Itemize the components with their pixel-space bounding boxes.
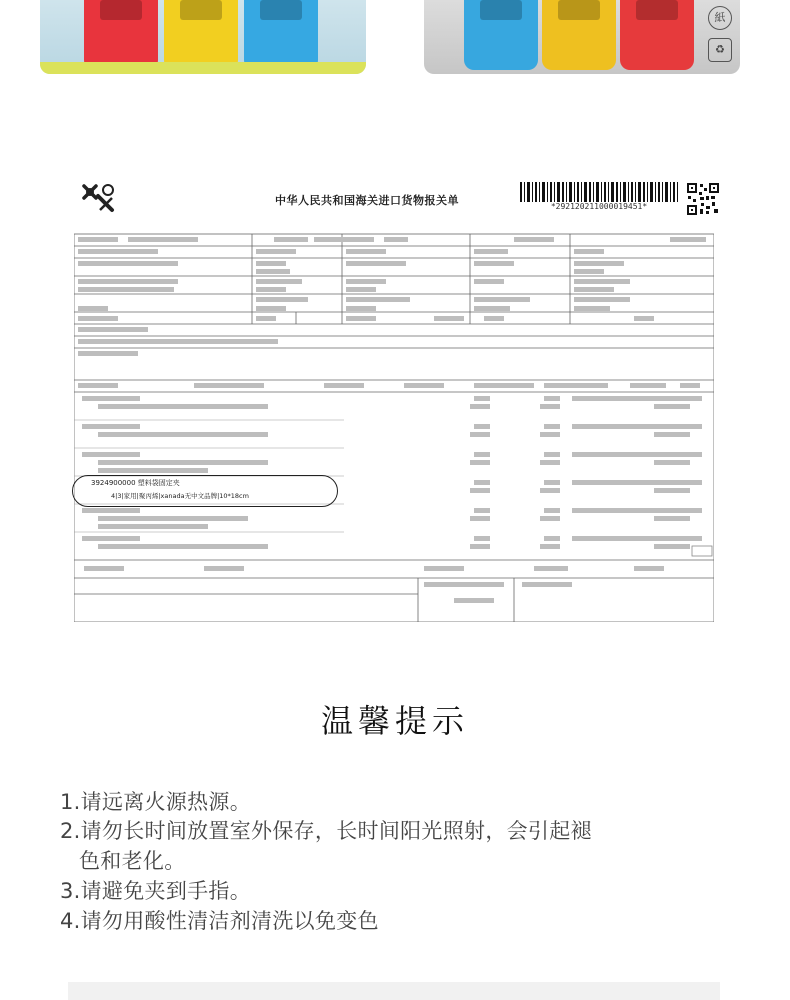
paper-seal-icon: 紙 (708, 6, 732, 30)
red-clip (84, 0, 158, 70)
circled-entry-code: 3924900000 塑料袋固定夹 (91, 479, 180, 487)
yellow-clip (542, 0, 616, 70)
tip-item-continued: 色和老化。 (79, 849, 186, 873)
bottom-panel (68, 982, 720, 1000)
recycle-seal-icon: ♻ (708, 38, 732, 62)
document-title: 中华人民共和国海关进口货物报关单 (275, 194, 459, 207)
barcode-number: *292120211000019451* (550, 202, 648, 211)
tip-item: 1.请远离火源热源。 (60, 790, 252, 814)
red-clip (620, 0, 694, 70)
circled-product-entry (72, 475, 338, 507)
customs-emblem-icon (78, 182, 118, 216)
qr-code-icon (686, 182, 720, 216)
yellow-clip (164, 0, 238, 70)
blue-clip (244, 0, 318, 70)
declaration-form-table (74, 230, 714, 622)
clip-card-base (40, 62, 366, 74)
barcode (520, 182, 678, 202)
tip-item: 4.请勿用酸性清洁剂清洗以免变色 (60, 909, 379, 933)
tip-item: 2.请勿长时间放置室外保存，长时间阳光照射，会引起褪 (60, 819, 592, 843)
tip-item: 3.请避免夹到手指。 (60, 879, 252, 903)
circled-entry-spec: 4|3|家用|聚丙烯|xanada无中文品牌|10*18cm (111, 492, 249, 500)
product-photo-right (424, 0, 740, 74)
customs-declaration-document (70, 180, 715, 626)
product-photo-left (40, 0, 366, 74)
blue-clip (464, 0, 538, 70)
tips-title: 温馨提示 (320, 702, 469, 740)
